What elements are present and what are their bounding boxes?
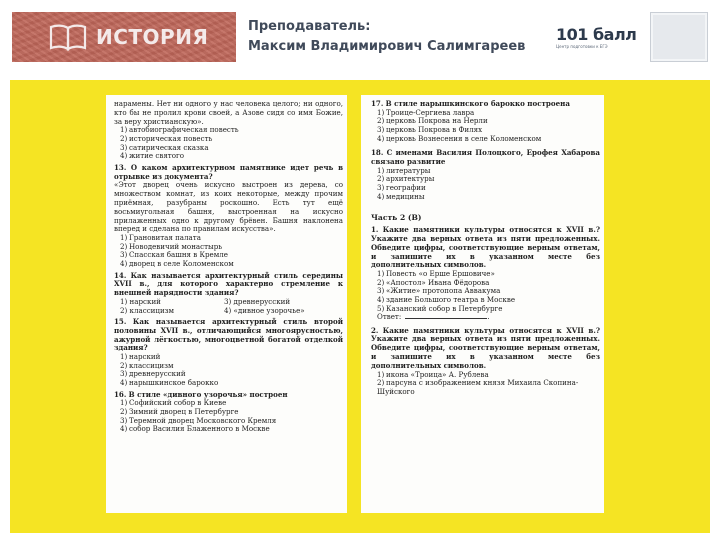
question-16: 16. В стиле «дивного узорочья» построен [114, 389, 288, 399]
option-item: 3) географии [377, 182, 426, 192]
option-row: 2) классицизм 4) «дивное узорочье» [120, 305, 305, 315]
option-item: 2) историческая повесть [120, 133, 213, 143]
option-item: 1) Грановитая палата [120, 233, 201, 243]
option-item: 4) церковь Вознесения в селе Коломенском [377, 133, 542, 143]
option-item: 2) парсуна с изображением князя Михаила Скопина-Шуйского [377, 378, 579, 396]
option-item: 2) Новодевичий монастырь [120, 241, 223, 251]
question-b2: 2. Какие памятники культуры относятся к XVII в.? Укажите два верных ответа из пяти предложенных. Обведите цифры, соответствующие верным ответам, и запишите их в указанном месте без дополнительных символов. [371, 325, 600, 370]
option-item: 4) житие святого [120, 151, 184, 161]
open-book-icon [48, 22, 88, 52]
option-item: 1) Троице-Сергиева лавра [377, 107, 475, 117]
right-page [361, 95, 604, 513]
header [0, 0, 720, 76]
question-18: 18. С именами Василия Полоцкого, Ерофея Хабарова связано развитие [371, 148, 600, 166]
option-item: 1) Повесть «о Ерше Ершовиче» [377, 269, 495, 279]
logo [556, 26, 636, 49]
part-title: Часть 2 (В) [371, 213, 422, 223]
teacher-name: Максим Владимирович Салимгареев [248, 39, 526, 54]
intro-options [114, 126, 343, 160]
option-item: 4) дворец в селе Коломенском [120, 258, 234, 268]
option-item: 2) «Апостол» Ивана Фёдорова [377, 277, 490, 287]
option-item: 1) литературы [377, 165, 431, 175]
subject-title: ИСТОРИЯ [96, 25, 209, 49]
question-13: 13. О каком архитектурном памятнике идет речь в отрывке из документа? [114, 162, 344, 181]
logo-title: 101 балл [556, 25, 637, 44]
option-item: 1) нарский [120, 352, 161, 362]
option-item: 4) нарышкинское барокко [120, 378, 219, 388]
answer-label: Ответ: [377, 312, 402, 322]
question-15: 15. Как называется архитектурный стиль второй половины XVII в., отличающийся многоярусностью, ажурной лёгкостью, многоцветной богатой отделкой здания? [114, 317, 343, 353]
option-item: 3) древнерусский [120, 369, 186, 379]
option-item: 4) здание Большого театра в Москве [377, 294, 516, 304]
question-17: 17. В стиле нарышкинского барокко построена [371, 99, 570, 108]
option-item: 4) медицины [377, 191, 425, 201]
option-item: 2) архитектуры [377, 174, 435, 184]
option-item: 1) Софийский собор в Киеве [120, 398, 227, 408]
option-item: 1) автобиографическая повесть [120, 125, 239, 135]
option-item: 5) Казанский собор в Петербурге [377, 303, 503, 313]
option-item: 3) Спасская башня в Кремле [120, 250, 228, 260]
answer-field[interactable]: Ответ: . [377, 312, 490, 322]
option-item: 2) церковь Покрова на Нерли [377, 116, 488, 126]
option-row: 1) нарский 3) древнерусский [120, 296, 291, 306]
answer-line[interactable] [405, 313, 487, 319]
corner-decoration [650, 12, 708, 62]
logo-subtitle: Центр подготовки к ЕГЭ [556, 44, 608, 49]
option-item: 3) сатирическая сказка [120, 142, 209, 152]
option-item: 1) икона «Троица» А. Рублева [377, 369, 489, 379]
option-item: 2) классицизм [120, 360, 174, 370]
intro-text: нарамены. Нет ни одного у нас человека целого; ни одного, кто бы не пролил крови своей, а Азове сидя со имя Божие, за веру христианскую». [114, 99, 343, 126]
question-13-quote: «Этот дворец очень искусно выстроен из дерева, со множеством комнат, из коих некоторые, между прочим приёмная, разубраны роскошно. Есть тут ещё восьмиугольная башня, выстроенная на искусно прилаженных одно к другому брёвен. Башня наклонена вперед и сделана по правилам искусства». [114, 180, 343, 234]
teacher-label: Преподаватель: [248, 19, 371, 34]
brand-banner [12, 12, 236, 62]
option-item: 3) церковь Покрова в Филях [377, 124, 483, 134]
teacher-info [248, 17, 525, 57]
option-item: 3) «Житие» протопопа Аввакума [377, 286, 501, 296]
question-b1: 1. Какие памятники культуры относятся к XVII в.? Укажите два верных ответа из пяти предложенных. Обведите цифры, соответствующие верным ответам, и запишите их в указанном месте без дополнительных символов. [371, 225, 600, 270]
option-item: 2) Зимний дворец в Петербурге [120, 407, 239, 417]
question-14: 14. Как называется архитектурный стиль середины XVII в., для которого характерно стремление к внешней нарядности здания? [114, 270, 343, 298]
option-item: 4) собор Василия Блаженного в Москве [120, 424, 270, 434]
option-item: 3) Теремной дворец Московского Кремля [120, 415, 277, 425]
left-page [106, 95, 347, 513]
